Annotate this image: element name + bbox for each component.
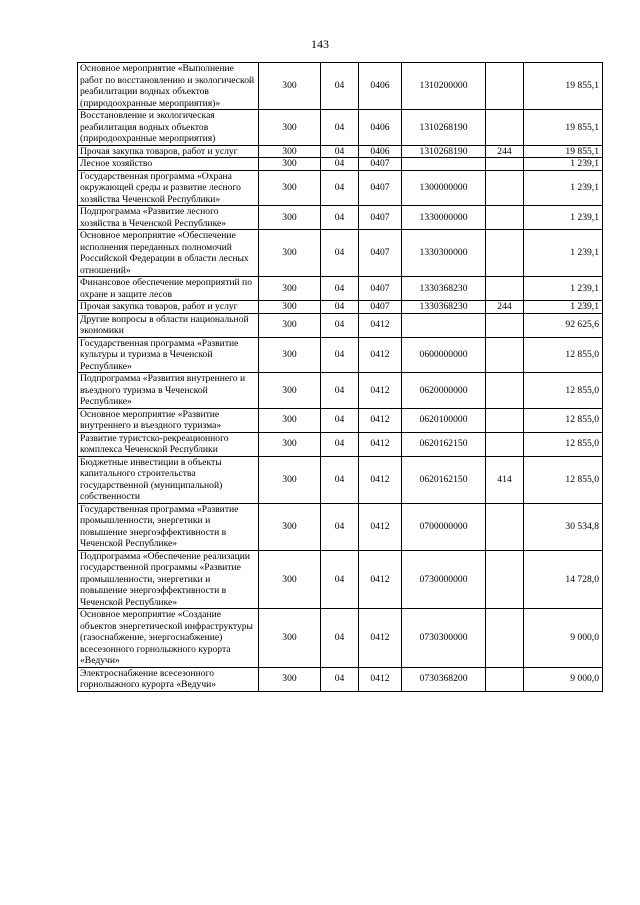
cell-code-1: 300 bbox=[259, 550, 321, 609]
cell-code-2: 04 bbox=[321, 609, 359, 668]
cell-code-5 bbox=[486, 503, 524, 550]
table-row bbox=[78, 110, 603, 146]
cell-name: Подпрограмма «Развитие лесного хозяйства в Чеченской Республике» bbox=[78, 206, 259, 230]
cell-code-5 bbox=[486, 170, 524, 206]
cell-code-2: 04 bbox=[321, 313, 359, 337]
cell-amount: 9 000,0 bbox=[524, 667, 603, 691]
cell-name: Основное мероприятие «Развитие внутреннего и въездного туризма» bbox=[78, 408, 259, 432]
page-number: 143 bbox=[311, 37, 329, 51]
cell-code-1: 300 bbox=[259, 408, 321, 432]
table-row bbox=[78, 145, 603, 158]
cell-code-4: 0620100000 bbox=[402, 408, 486, 432]
cell-amount: 92 625,6 bbox=[524, 313, 603, 337]
cell-code-1: 300 bbox=[259, 456, 321, 503]
cell-code-4 bbox=[402, 313, 486, 337]
table-row bbox=[78, 158, 603, 171]
cell-code-3: 0407 bbox=[359, 277, 402, 301]
cell-code-3: 0406 bbox=[359, 110, 402, 146]
cell-code-1: 300 bbox=[259, 313, 321, 337]
cell-amount: 1 239,1 bbox=[524, 230, 603, 277]
cell-code-3: 0406 bbox=[359, 145, 402, 158]
budget-table-body bbox=[78, 63, 603, 692]
cell-amount: 1 239,1 bbox=[524, 206, 603, 230]
cell-code-4: 0600000000 bbox=[402, 337, 486, 373]
cell-amount: 1 239,1 bbox=[524, 277, 603, 301]
cell-code-4: 1300000000 bbox=[402, 170, 486, 206]
cell-code-4: 1330000000 bbox=[402, 206, 486, 230]
cell-code-1: 300 bbox=[259, 230, 321, 277]
cell-amount: 12 855,0 bbox=[524, 456, 603, 503]
cell-code-3: 0412 bbox=[359, 456, 402, 503]
table-row bbox=[78, 170, 603, 206]
cell-name: Прочая закупка товаров, работ и услуг bbox=[78, 301, 259, 314]
cell-code-4: 0620162150 bbox=[402, 456, 486, 503]
cell-code-1: 300 bbox=[259, 337, 321, 373]
cell-amount: 19 855,1 bbox=[524, 110, 603, 146]
table-row bbox=[78, 313, 603, 337]
cell-amount: 12 855,0 bbox=[524, 432, 603, 456]
cell-code-1: 300 bbox=[259, 170, 321, 206]
cell-code-5 bbox=[486, 337, 524, 373]
cell-code-3: 0406 bbox=[359, 63, 402, 110]
cell-code-5 bbox=[486, 373, 524, 409]
cell-code-4: 0700000000 bbox=[402, 503, 486, 550]
cell-code-3: 0412 bbox=[359, 503, 402, 550]
cell-code-2: 04 bbox=[321, 158, 359, 171]
cell-code-3: 0412 bbox=[359, 667, 402, 691]
cell-code-5 bbox=[486, 277, 524, 301]
table-row bbox=[78, 206, 603, 230]
cell-code-1: 300 bbox=[259, 667, 321, 691]
table-row bbox=[78, 667, 603, 691]
cell-code-1: 300 bbox=[259, 432, 321, 456]
cell-code-5: 244 bbox=[486, 301, 524, 314]
cell-code-2: 04 bbox=[321, 206, 359, 230]
table-row bbox=[78, 277, 603, 301]
cell-name: Государственная программа «Развитие промышленности, энергетики и повышение энергоэффективности в Чеченской Республике» bbox=[78, 503, 259, 550]
cell-code-3: 0407 bbox=[359, 230, 402, 277]
cell-amount: 9 000,0 bbox=[524, 609, 603, 668]
cell-code-4: 0730300000 bbox=[402, 609, 486, 668]
cell-code-4: 0620000000 bbox=[402, 373, 486, 409]
cell-code-2: 04 bbox=[321, 667, 359, 691]
cell-code-4: 1330368230 bbox=[402, 301, 486, 314]
cell-code-4: 1310268190 bbox=[402, 110, 486, 146]
cell-code-5 bbox=[486, 158, 524, 171]
cell-code-4: 1330368230 bbox=[402, 277, 486, 301]
budget-table bbox=[77, 62, 603, 692]
cell-code-3: 0412 bbox=[359, 550, 402, 609]
table-row bbox=[78, 550, 603, 609]
table-row bbox=[78, 337, 603, 373]
cell-name: Лесное хозяйство bbox=[78, 158, 259, 171]
cell-code-3: 0412 bbox=[359, 337, 402, 373]
cell-code-1: 300 bbox=[259, 277, 321, 301]
cell-code-1: 300 bbox=[259, 63, 321, 110]
cell-name: Финансовое обеспечение мероприятий по охране и защите лесов bbox=[78, 277, 259, 301]
table-row bbox=[78, 63, 603, 110]
cell-code-5 bbox=[486, 550, 524, 609]
cell-code-1: 300 bbox=[259, 503, 321, 550]
cell-code-2: 04 bbox=[321, 301, 359, 314]
cell-code-4: 1310200000 bbox=[402, 63, 486, 110]
cell-amount: 19 855,1 bbox=[524, 145, 603, 158]
cell-code-4: 0730368200 bbox=[402, 667, 486, 691]
cell-code-5 bbox=[486, 667, 524, 691]
cell-name: Государственная программа «Охрана окружающей среды и развитие лесного хозяйства Чеченской Республики» bbox=[78, 170, 259, 206]
cell-code-5 bbox=[486, 63, 524, 110]
cell-amount: 12 855,0 bbox=[524, 373, 603, 409]
table-row bbox=[78, 432, 603, 456]
cell-name: Подпрограмма «Обеспечение реализации государственной программы «Развитие промышленности, энергетики и повышение энергоэффективности в Чеченской Республике» bbox=[78, 550, 259, 609]
cell-code-2: 04 bbox=[321, 277, 359, 301]
table-row bbox=[78, 609, 603, 668]
cell-code-2: 04 bbox=[321, 230, 359, 277]
cell-code-3: 0407 bbox=[359, 301, 402, 314]
cell-code-1: 300 bbox=[259, 110, 321, 146]
cell-code-4: 1310268190 bbox=[402, 145, 486, 158]
cell-code-3: 0407 bbox=[359, 206, 402, 230]
cell-code-2: 04 bbox=[321, 145, 359, 158]
cell-amount: 1 239,1 bbox=[524, 301, 603, 314]
cell-code-5 bbox=[486, 408, 524, 432]
cell-code-3: 0407 bbox=[359, 158, 402, 171]
cell-code-1: 300 bbox=[259, 206, 321, 230]
cell-code-4 bbox=[402, 158, 486, 171]
cell-code-5 bbox=[486, 230, 524, 277]
cell-name: Электроснабжение всесезонного горнолыжного курорта «Ведучи» bbox=[78, 667, 259, 691]
cell-code-1: 300 bbox=[259, 145, 321, 158]
cell-amount: 19 855,1 bbox=[524, 63, 603, 110]
cell-amount: 12 855,0 bbox=[524, 408, 603, 432]
cell-name: Развитие туристско-рекреационного комплекса Чеченской Республики bbox=[78, 432, 259, 456]
cell-name: Восстановление и экологическая реабилитация водных объектов (природоохранные мероприятия) bbox=[78, 110, 259, 146]
cell-name: Основное мероприятие «Выполнение работ по восстановлению и экологической реабилитации водных объектов (природоохранные мероприятия)» bbox=[78, 63, 259, 110]
cell-code-4: 0730000000 bbox=[402, 550, 486, 609]
cell-name: Подпрограмма «Развития внутреннего и въездного туризма в Чеченской Республике» bbox=[78, 373, 259, 409]
cell-amount: 12 855,0 bbox=[524, 337, 603, 373]
table-row bbox=[78, 503, 603, 550]
cell-code-3: 0412 bbox=[359, 313, 402, 337]
table-row bbox=[78, 408, 603, 432]
cell-code-2: 04 bbox=[321, 456, 359, 503]
cell-code-2: 04 bbox=[321, 63, 359, 110]
cell-code-1: 300 bbox=[259, 301, 321, 314]
cell-amount: 30 534,8 bbox=[524, 503, 603, 550]
cell-code-2: 04 bbox=[321, 432, 359, 456]
cell-code-4: 1330300000 bbox=[402, 230, 486, 277]
cell-code-3: 0407 bbox=[359, 170, 402, 206]
cell-code-1: 300 bbox=[259, 609, 321, 668]
cell-code-5 bbox=[486, 609, 524, 668]
cell-code-3: 0412 bbox=[359, 432, 402, 456]
cell-amount: 14 728,0 bbox=[524, 550, 603, 609]
cell-code-5 bbox=[486, 206, 524, 230]
cell-code-2: 04 bbox=[321, 170, 359, 206]
cell-code-3: 0412 bbox=[359, 408, 402, 432]
cell-name: Основное мероприятие «Обеспечение исполнения переданных полномочий Российской Федерации в области лесных отношений» bbox=[78, 230, 259, 277]
table-row bbox=[78, 456, 603, 503]
cell-code-2: 04 bbox=[321, 503, 359, 550]
cell-code-5 bbox=[486, 110, 524, 146]
cell-name: Бюджетные инвестиции в объекты капитального строительства государственной (муниципальной) собственности bbox=[78, 456, 259, 503]
cell-name: Другие вопросы в области национальной экономики bbox=[78, 313, 259, 337]
cell-name: Государственная программа «Развитие культуры и туризма в Чеченской Республике» bbox=[78, 337, 259, 373]
table-row bbox=[78, 373, 603, 409]
cell-name: Основное мероприятие «Создание объектов энергетической инфраструктуры (газоснабжение, энергоснабжение) всесезонного горнолыжного курорта «Ведучи» bbox=[78, 609, 259, 668]
cell-code-3: 0412 bbox=[359, 373, 402, 409]
cell-code-3: 0412 bbox=[359, 609, 402, 668]
cell-name: Прочая закупка товаров, работ и услуг bbox=[78, 145, 259, 158]
cell-amount: 1 239,1 bbox=[524, 170, 603, 206]
cell-amount: 1 239,1 bbox=[524, 158, 603, 171]
table-row bbox=[78, 230, 603, 277]
cell-code-5 bbox=[486, 313, 524, 337]
cell-code-5: 244 bbox=[486, 145, 524, 158]
cell-code-2: 04 bbox=[321, 373, 359, 409]
cell-code-1: 300 bbox=[259, 373, 321, 409]
cell-code-2: 04 bbox=[321, 550, 359, 609]
cell-code-2: 04 bbox=[321, 110, 359, 146]
cell-code-2: 04 bbox=[321, 337, 359, 373]
cell-code-5: 414 bbox=[486, 456, 524, 503]
table-row bbox=[78, 301, 603, 314]
cell-code-1: 300 bbox=[259, 158, 321, 171]
cell-code-5 bbox=[486, 432, 524, 456]
cell-code-2: 04 bbox=[321, 408, 359, 432]
cell-code-4: 0620162150 bbox=[402, 432, 486, 456]
